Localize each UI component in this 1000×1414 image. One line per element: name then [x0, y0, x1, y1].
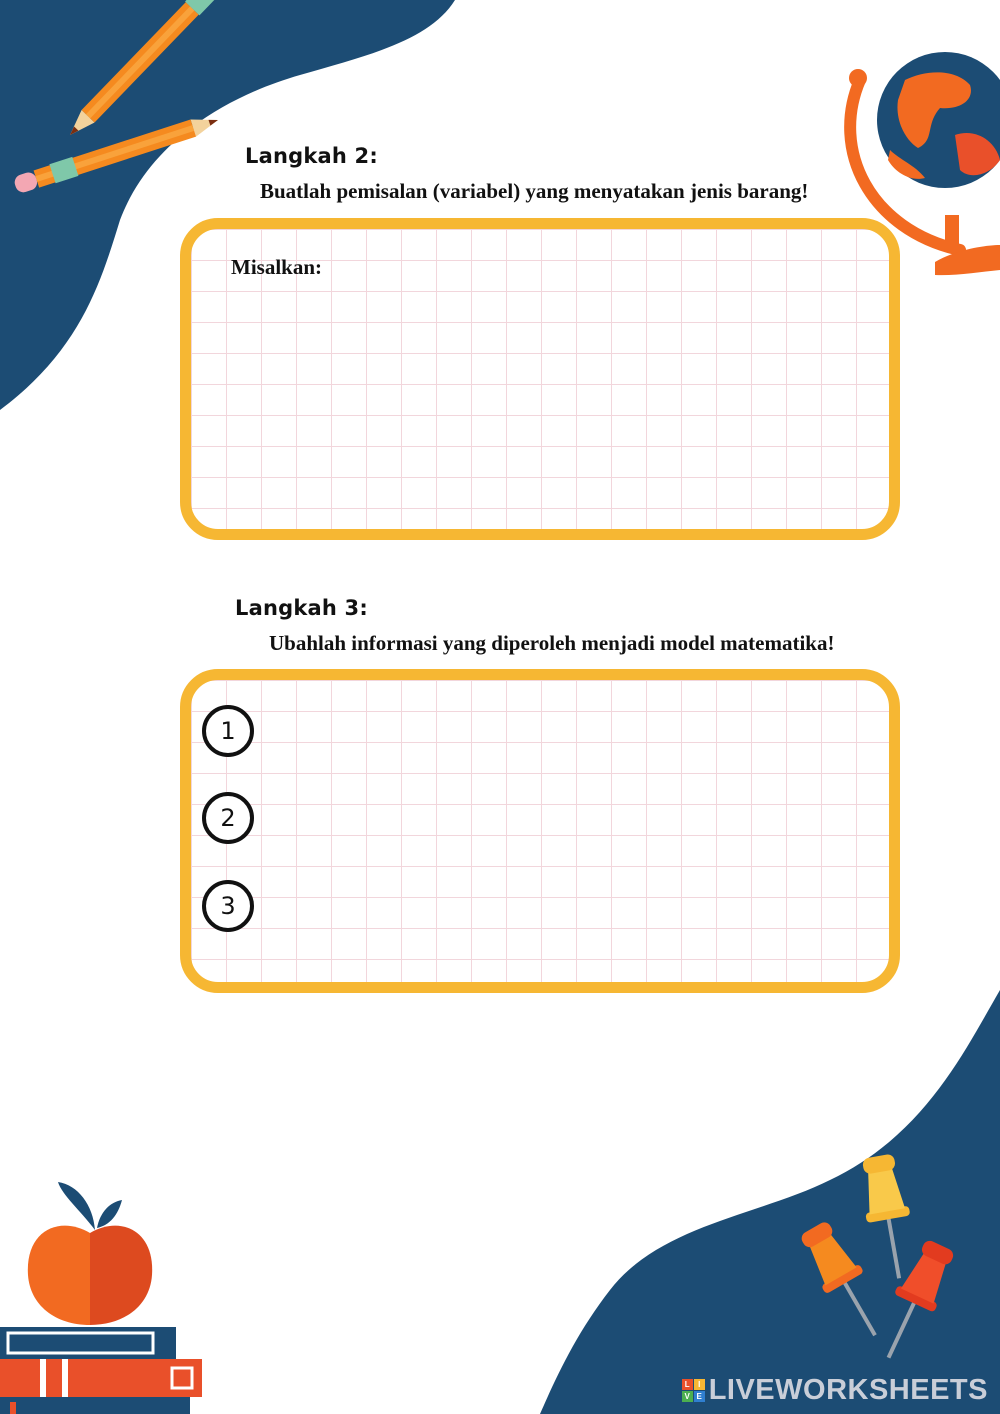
number-circle-3: 3 — [202, 880, 254, 932]
step3-heading: Langkah 3: — [235, 596, 368, 620]
step2-box-label: Misalkan: — [231, 255, 323, 279]
books-icon — [0, 1327, 202, 1414]
number-circle-1: 1 — [202, 705, 254, 757]
bottom-right-blob — [540, 990, 1000, 1414]
step3-answer-box[interactable] — [180, 669, 900, 993]
step3-instruction: Ubahlah informasi yang diperoleh menjadi model matematika! — [269, 631, 835, 655]
step2-heading: Langkah 2: — [245, 144, 378, 168]
liveworksheets-watermark — [682, 1374, 988, 1407]
step2-instruction: Buatlah pemisalan (variabel) yang menyatakan jenis barang! — [260, 179, 809, 203]
apple-icon — [28, 1182, 152, 1325]
number-circle-2: 2 — [202, 792, 254, 844]
watermark-text: LIVEWORKSHEETS — [708, 1374, 988, 1406]
liveworksheets-logo-icon: L I V E — [682, 1379, 705, 1402]
